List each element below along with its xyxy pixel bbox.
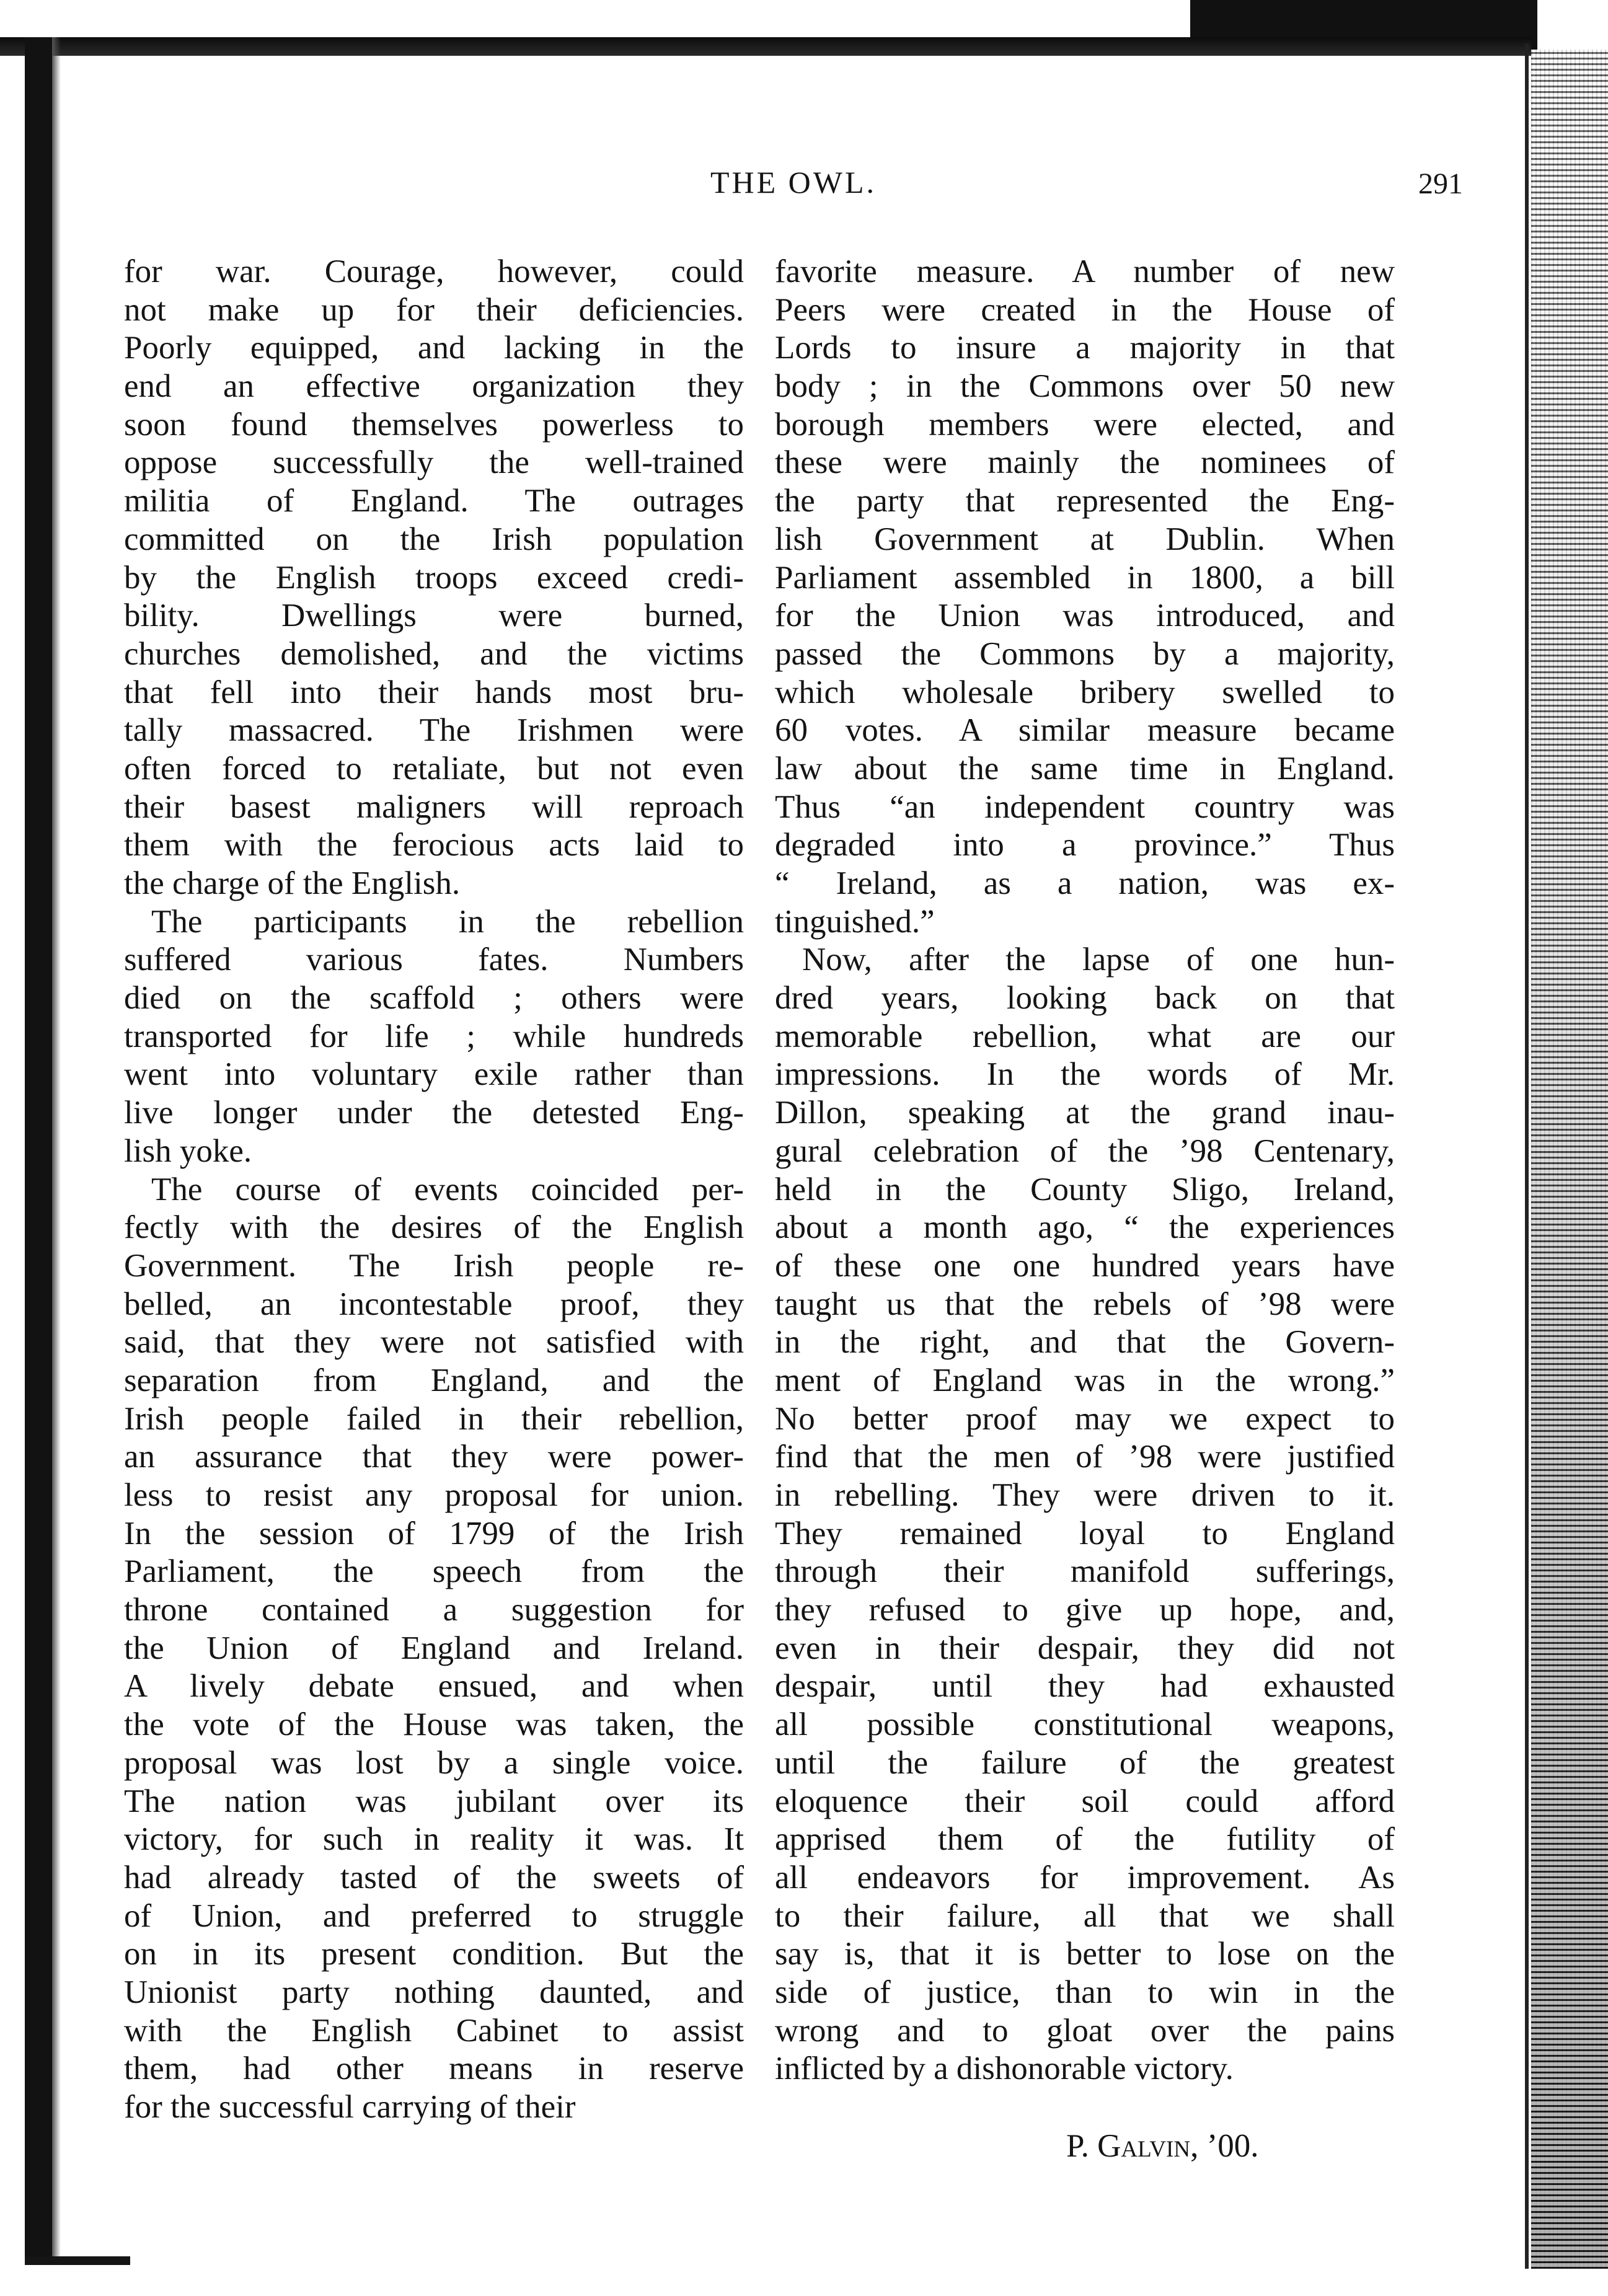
- text-line: transported for life ; while hundreds: [124, 1018, 744, 1054]
- text-line: said, that they were not satisfied with: [124, 1324, 744, 1361]
- text-line: oppose successfully the well-trained: [124, 444, 744, 481]
- text-line: impressions. In the words of Mr.: [775, 1056, 1395, 1093]
- page-header: [124, 164, 1463, 214]
- text-line: passed the Commons by a majority,: [775, 635, 1395, 672]
- text-line: they refused to give up hope, and,: [775, 1592, 1395, 1628]
- paragraph: [124, 903, 744, 1171]
- text-line: apprised them of the futility of: [775, 1821, 1395, 1858]
- text-line: gural celebration of the ’98 Centenary,: [775, 1133, 1395, 1169]
- text-line: side of justice, than to win in the: [775, 1974, 1395, 2010]
- text-line: had already tasted of the sweets of: [124, 1859, 744, 1896]
- text-line: with the English Cabinet to assist: [124, 2012, 744, 2049]
- text-line: militia of England. The outrages: [124, 483, 744, 519]
- text-line: wrong and to gloat over the pains: [775, 2012, 1395, 2049]
- text-line: A lively debate ensued, and when: [124, 1668, 744, 1705]
- scan-left-shadow: [52, 37, 61, 2256]
- text-line: tinguished.”: [775, 903, 935, 940]
- text-line: the vote of the House was taken, the: [124, 1707, 744, 1743]
- paragraph: [775, 941, 1395, 2088]
- running-title: THE OWL.: [710, 165, 877, 200]
- text-line: memorable rebellion, what are our: [775, 1018, 1395, 1054]
- text-line: all possible constitutional weapons,: [775, 1707, 1395, 1743]
- text-line: belled, an incontestable proof, they: [124, 1286, 744, 1322]
- text-line: held in the County Sligo, Ireland,: [775, 1171, 1395, 1208]
- text-line: died on the scaffold ; others were: [124, 980, 744, 1017]
- scan-top-border: [0, 37, 1531, 56]
- text-line: Government. The Irish people re-: [124, 1247, 744, 1284]
- left-column: [124, 253, 744, 2127]
- text-line: of these one one hundred years have: [775, 1247, 1395, 1284]
- text-line: often forced to retaliate, but not even: [124, 750, 744, 787]
- text-line: Parliament, the speech from the: [124, 1553, 744, 1590]
- text-line: “ Ireland, as a nation, was ex-: [775, 865, 1395, 901]
- text-line: which wholesale bribery swelled to: [775, 674, 1395, 710]
- text-line: dred years, looking back on that: [775, 980, 1395, 1017]
- text-line: Irish people failed in their rebellion,: [124, 1400, 744, 1437]
- text-line: eloquence their soil could afford: [775, 1783, 1395, 1819]
- paragraph: [124, 253, 744, 903]
- text-line: tally massacred. The Irishmen were: [124, 712, 744, 749]
- text-line: 60 votes. A similar measure became: [775, 712, 1395, 749]
- text-line: soon found themselves powerless to: [124, 406, 744, 443]
- text-line: on in its present condition. But the: [124, 1936, 744, 1972]
- text-line: to their failure, all that we shall: [775, 1897, 1395, 1934]
- text-line: Now, after the lapse of one hun-: [802, 942, 1395, 978]
- text-line: until the failure of the greatest: [775, 1744, 1395, 1781]
- text-line: for the Union was introduced, and: [775, 598, 1395, 634]
- text-line: of Union, and preferred to struggle: [124, 1897, 744, 1934]
- author-signature: P. Galvin, ’00.: [1066, 2128, 1259, 2164]
- text-line: the party that represented the Eng-: [775, 483, 1395, 519]
- text-line: fectly with the desires of the English: [124, 1209, 744, 1246]
- page-number: 291: [1418, 167, 1463, 200]
- text-line: an assurance that they were power-: [124, 1439, 744, 1475]
- text-line: The course of events coincided per-: [151, 1171, 744, 1208]
- text-line: them, had other means in reserve: [124, 2051, 744, 2087]
- right-column: [775, 253, 1395, 2088]
- text-line: through their manifold sufferings,: [775, 1553, 1395, 1590]
- text-line: end an effective organization they: [124, 368, 744, 405]
- text-line: body ; in the Commons over 50 new: [775, 368, 1395, 405]
- scan-bottom-border: [25, 2256, 130, 2265]
- text-line: churches demolished, and the victims: [124, 635, 744, 672]
- text-line: committed on the Irish population: [124, 521, 744, 557]
- text-line: their basest maligners will reproach: [124, 788, 744, 825]
- text-line: Thus “an independent country was: [775, 788, 1395, 825]
- text-line: the Union of England and Ireland.: [124, 1630, 744, 1666]
- text-line: suffered various fates. Numbers: [124, 942, 744, 978]
- text-line: In the session of 1799 of the Irish: [124, 1515, 744, 1552]
- paragraph: [124, 1171, 744, 2127]
- text-line: taught us that the rebels of ’98 were: [775, 1286, 1395, 1322]
- text-line: separation from England, and the: [124, 1362, 744, 1398]
- text-line: say is, that it is better to lose on the: [775, 1936, 1395, 1972]
- text-line: went into voluntary exile rather than: [124, 1056, 744, 1093]
- text-line: proposal was lost by a single voice.: [124, 1744, 744, 1781]
- text-line: live longer under the detested Eng-: [124, 1095, 744, 1131]
- text-line: by the English troops exceed credi-: [124, 559, 744, 596]
- text-line: about a month ago, “ the experiences: [775, 1209, 1395, 1246]
- text-line: despair, until they had exhausted: [775, 1668, 1395, 1705]
- text-line: law about the same time in England.: [775, 750, 1395, 787]
- scan-left-border: [25, 37, 52, 2256]
- text-line: them with the ferocious acts laid to: [124, 827, 744, 863]
- text-line: inflicted by a dishonorable victory.: [775, 2051, 1234, 2087]
- text-line: victory, for such in reality it was. It: [124, 1821, 744, 1858]
- text-line: ment of England was in the wrong.”: [775, 1362, 1395, 1398]
- text-line: The participants in the rebellion: [151, 903, 744, 940]
- scan-right-edge: [1525, 43, 1529, 2269]
- text-line: Dillon, speaking at the grand inau-: [775, 1095, 1395, 1131]
- text-line: find that the men of ’98 were justified: [775, 1439, 1395, 1475]
- text-line: The nation was jubilant over its: [124, 1783, 744, 1819]
- text-line: Poorly equipped, and lacking in the: [124, 330, 744, 366]
- scan-right-noise-strip: [1531, 50, 1608, 2269]
- text-line: even in their despair, they did not: [775, 1630, 1395, 1666]
- text-line: in rebelling. They were driven to it.: [775, 1477, 1395, 1513]
- text-line: for the successful carrying of their: [124, 2089, 576, 2125]
- text-line: degraded into a province.” Thus: [775, 827, 1395, 863]
- text-line: lish yoke.: [124, 1133, 252, 1169]
- text-line: Peers were created in the House of: [775, 291, 1395, 328]
- text-line: in the right, and that the Govern-: [775, 1324, 1395, 1361]
- text-line: all endeavors for improvement. As: [775, 1859, 1395, 1896]
- text-line: for war. Courage, however, could: [124, 254, 744, 289]
- paragraph: [775, 253, 1395, 941]
- text-line: throne contained a suggestion for: [124, 1592, 744, 1628]
- text-line: not make up for their deficiencies.: [124, 291, 744, 328]
- text-line: No better proof may we expect to: [775, 1400, 1395, 1437]
- text-line: Unionist party nothing daunted, and: [124, 1974, 744, 2010]
- text-line: bility. Dwellings were burned,: [124, 598, 744, 634]
- text-line: Parliament assembled in 1800, a bill: [775, 559, 1395, 596]
- text-line: lish Government at Dublin. When: [775, 521, 1395, 557]
- text-line: Lords to insure a majority in that: [775, 330, 1395, 366]
- text-line: that fell into their hands most bru-: [124, 674, 744, 710]
- text-line: borough members were elected, and: [775, 406, 1395, 443]
- text-line: less to resist any proposal for union.: [124, 1477, 744, 1513]
- text-line: They remained loyal to England: [775, 1515, 1395, 1552]
- text-line: these were mainly the nominees of: [775, 444, 1395, 481]
- text-line: favorite measure. A number of new: [775, 254, 1395, 289]
- text-line: the charge of the English.: [124, 865, 461, 901]
